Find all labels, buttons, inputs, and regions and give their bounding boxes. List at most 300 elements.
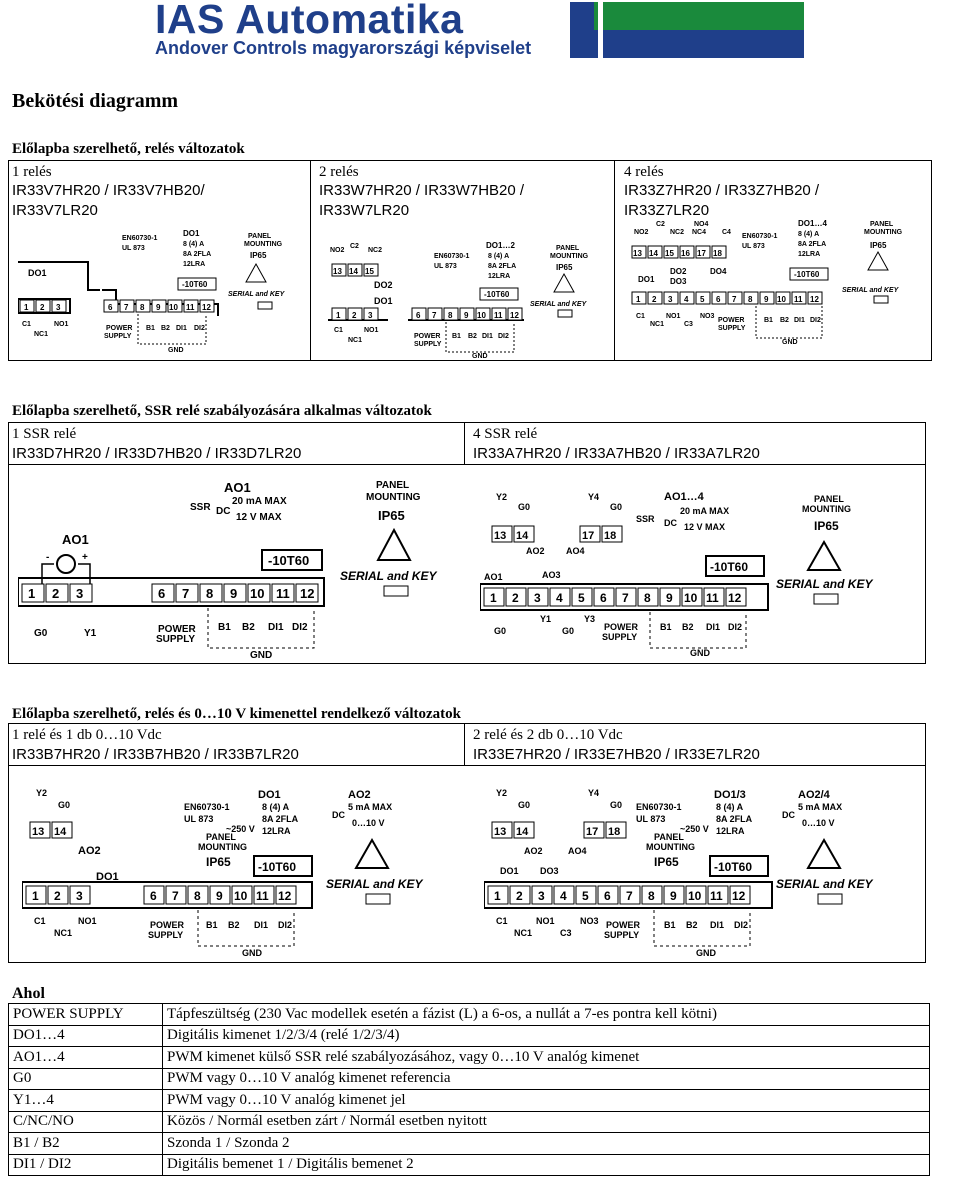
- col-1rel-model-1: IR33V7HR20 / IR33V7HB20/: [12, 182, 205, 199]
- svg-text:UL 873: UL 873: [742, 243, 765, 250]
- svg-text:2: 2: [40, 303, 45, 312]
- svg-text:SSR: SSR: [636, 514, 655, 524]
- svg-text:SUPPLY: SUPPLY: [604, 930, 640, 940]
- svg-text:AO1: AO1: [484, 572, 503, 582]
- svg-text:NO1: NO1: [536, 916, 555, 926]
- svg-text:DI2: DI2: [292, 622, 308, 633]
- svg-text:NO1: NO1: [78, 916, 97, 926]
- svg-text:UL 873: UL 873: [636, 814, 666, 824]
- svg-text:6: 6: [604, 889, 611, 903]
- svg-text:B1: B1: [664, 920, 676, 930]
- svg-text:POWER: POWER: [604, 622, 639, 632]
- wiring-diagram-2-relay-2-analog: [484, 784, 920, 959]
- svg-text:MOUNTING: MOUNTING: [366, 492, 421, 503]
- svg-text:14: 14: [54, 826, 67, 838]
- svg-text:IP65: IP65: [870, 241, 887, 250]
- svg-text:5 mA MAX: 5 mA MAX: [798, 802, 843, 812]
- section-ssr-title: Előlapba szerelhető, SSR relé szabályozására alkalmas változatok: [12, 403, 432, 419]
- svg-text:AO2: AO2: [348, 789, 371, 801]
- svg-text:8: 8: [448, 311, 453, 320]
- svg-text:10: 10: [777, 295, 786, 304]
- svg-text:DO2: DO2: [374, 280, 393, 290]
- svg-text:10: 10: [688, 889, 702, 903]
- svg-text:0…10 V: 0…10 V: [802, 818, 835, 828]
- svg-text:Y4: Y4: [588, 492, 600, 502]
- svg-text:SUPPLY: SUPPLY: [718, 325, 746, 332]
- svg-text:8 (4) A: 8 (4) A: [183, 241, 205, 248]
- svg-text:1: 1: [494, 889, 501, 903]
- svg-text:MOUNTING: MOUNTING: [802, 504, 851, 514]
- svg-text:0…10 V: 0…10 V: [352, 818, 385, 828]
- svg-text:8: 8: [140, 303, 145, 312]
- svg-text:5 mA MAX: 5 mA MAX: [348, 802, 393, 812]
- svg-text:12LRA: 12LRA: [183, 261, 206, 268]
- svg-text:NO2: NO2: [330, 247, 345, 254]
- legend-row: [9, 1068, 930, 1090]
- svg-text:G0: G0: [34, 628, 48, 639]
- svg-text:B1: B1: [764, 317, 773, 324]
- svg-text:6: 6: [716, 295, 721, 304]
- svg-text:C2: C2: [656, 221, 665, 228]
- svg-text:NC1: NC1: [514, 928, 533, 938]
- svg-text:C1: C1: [34, 916, 46, 926]
- legend-title: Ahol: [12, 985, 45, 1002]
- svg-text:3: 3: [76, 586, 84, 601]
- svg-text:AO4: AO4: [568, 846, 587, 856]
- svg-text:NO2: NO2: [634, 229, 649, 236]
- svg-text:14: 14: [516, 826, 529, 838]
- svg-text:11: 11: [710, 889, 723, 903]
- svg-text:6: 6: [150, 889, 157, 903]
- svg-text:C2: C2: [350, 243, 359, 250]
- svg-text:C3: C3: [560, 928, 572, 938]
- svg-text:B1: B1: [146, 325, 155, 332]
- svg-text:C1: C1: [636, 313, 645, 320]
- svg-text:20 mA MAX: 20 mA MAX: [680, 506, 730, 516]
- svg-text:DO1: DO1: [183, 229, 200, 238]
- svg-text:UL 873: UL 873: [184, 814, 214, 824]
- svg-text:DO1: DO1: [96, 871, 119, 883]
- svg-text:7: 7: [172, 889, 179, 903]
- col-2rel-model-2: IR33W7LR20: [319, 202, 410, 219]
- svg-text:POWER: POWER: [606, 920, 641, 930]
- svg-text:POWER: POWER: [158, 624, 196, 635]
- svg-text:IP65: IP65: [206, 855, 231, 869]
- svg-text:G0: G0: [518, 502, 531, 512]
- svg-text:2: 2: [652, 295, 657, 304]
- svg-text:1: 1: [24, 303, 29, 312]
- svg-text:-: -: [46, 552, 50, 563]
- svg-text:Y4: Y4: [588, 788, 600, 798]
- svg-text:B2: B2: [242, 622, 255, 633]
- svg-text:SERIAL and KEY: SERIAL and KEY: [340, 569, 437, 583]
- svg-text:16: 16: [681, 249, 690, 258]
- svg-text:GND: GND: [696, 948, 716, 958]
- svg-text:2: 2: [52, 586, 60, 601]
- wiring-diagram-4-ssr: [480, 484, 920, 659]
- svg-text:C1: C1: [22, 321, 31, 328]
- svg-text:13: 13: [494, 826, 507, 838]
- svg-text:11: 11: [706, 591, 719, 605]
- col-4ssr-head: 4 SSR relé: [473, 426, 538, 442]
- svg-text:SERIAL and KEY: SERIAL and KEY: [776, 877, 873, 891]
- svg-text:9: 9: [464, 311, 469, 320]
- svg-text:2: 2: [512, 591, 519, 605]
- svg-text:6: 6: [108, 303, 113, 312]
- svg-text:8 (4) A: 8 (4) A: [262, 802, 290, 812]
- legend-desc: Tápfeszültség (230 Vac modellek esetén a fázist (L) a 6-os, a nullát a 7-es pontra kell kötni): [163, 1004, 930, 1026]
- svg-text:12LRA: 12LRA: [262, 826, 291, 836]
- svg-text:8 (4) A: 8 (4) A: [488, 253, 510, 260]
- col-2analog-head: 2 relé és 2 db 0…10 Vdc: [473, 727, 623, 743]
- svg-text:1: 1: [336, 311, 341, 320]
- svg-text:7: 7: [626, 889, 633, 903]
- svg-text:14: 14: [349, 267, 358, 276]
- svg-text:11: 11: [794, 295, 803, 304]
- svg-text:13: 13: [333, 267, 342, 276]
- col-4ssr-model: IR33A7HR20 / IR33A7HB20 / IR33A7LR20: [473, 445, 760, 462]
- svg-text:UL 873: UL 873: [434, 263, 457, 270]
- svg-text:Y2: Y2: [496, 788, 508, 798]
- legend-table: [8, 1003, 930, 1176]
- svg-text:17: 17: [582, 530, 595, 542]
- svg-text:NO1: NO1: [54, 321, 69, 328]
- svg-text:GND: GND: [690, 648, 710, 658]
- svg-text:G0: G0: [518, 800, 531, 810]
- svg-text:DI1: DI1: [794, 317, 805, 324]
- svg-text:C1: C1: [496, 916, 508, 926]
- svg-text:7: 7: [182, 586, 190, 601]
- svg-text:-10T60: -10T60: [794, 270, 820, 279]
- svg-text:PANEL: PANEL: [870, 221, 894, 228]
- svg-text:DI2: DI2: [194, 325, 205, 332]
- svg-text:DO3: DO3: [670, 277, 687, 286]
- svg-text:AO1: AO1: [62, 532, 89, 547]
- brand-flag-logo: [570, 2, 804, 58]
- svg-text:8A 2FLA: 8A 2FLA: [488, 263, 517, 270]
- svg-text:G0: G0: [58, 800, 71, 810]
- brand-subtitle: Andover Controls magyarországi képviselet: [155, 38, 532, 58]
- svg-text:12: 12: [202, 303, 211, 312]
- svg-text:EN60730-1: EN60730-1: [636, 802, 682, 812]
- svg-text:IP65: IP65: [654, 855, 679, 869]
- svg-text:-10T60: -10T60: [258, 860, 297, 874]
- svg-text:POWER: POWER: [414, 333, 441, 340]
- wiring-diagram-1-ssr: [18, 474, 458, 659]
- svg-text:G0: G0: [610, 800, 623, 810]
- svg-text:B2: B2: [468, 333, 477, 340]
- legend-desc: Digitális kimenet 1/2/3/4 (relé 1/2/3/4): [163, 1025, 930, 1047]
- legend-row: [9, 1133, 930, 1155]
- svg-text:DO1: DO1: [258, 789, 281, 801]
- svg-text:DI1: DI1: [482, 333, 493, 340]
- wiring-diagram-4-relay: [630, 220, 930, 350]
- col-1ssr-head: 1 SSR relé: [12, 426, 77, 442]
- svg-text:15: 15: [665, 249, 674, 258]
- svg-text:5: 5: [582, 889, 589, 903]
- legend-desc: Szonda 1 / Szonda 2: [163, 1133, 930, 1155]
- svg-text:6: 6: [416, 311, 421, 320]
- svg-text:12LRA: 12LRA: [716, 826, 745, 836]
- svg-text:4: 4: [684, 295, 689, 304]
- legend-row: [9, 1154, 930, 1176]
- svg-text:PANEL: PANEL: [248, 233, 272, 240]
- legend-key: DI1 / DI2: [9, 1154, 163, 1176]
- svg-text:6: 6: [600, 591, 607, 605]
- legend-key: DO1…4: [9, 1025, 163, 1047]
- col-1rel-head: 1 relés: [12, 164, 52, 180]
- col-4rel-head: 4 relés: [624, 164, 664, 180]
- svg-text:DI2: DI2: [734, 920, 749, 930]
- svg-text:SERIAL and KEY: SERIAL and KEY: [776, 577, 873, 591]
- svg-text:DO2: DO2: [670, 267, 687, 276]
- svg-text:12: 12: [278, 889, 292, 903]
- svg-text:AO2: AO2: [524, 846, 543, 856]
- svg-text:11: 11: [186, 303, 195, 312]
- svg-text:-10T60: -10T60: [484, 290, 510, 299]
- svg-text:SERIAL and KEY: SERIAL and KEY: [228, 291, 285, 298]
- svg-text:SERIAL and KEY: SERIAL and KEY: [326, 877, 423, 891]
- svg-text:MOUNTING: MOUNTING: [550, 253, 589, 260]
- svg-text:14: 14: [649, 249, 658, 258]
- svg-text:IP65: IP65: [556, 263, 573, 272]
- svg-text:PANEL: PANEL: [814, 494, 844, 504]
- svg-text:13: 13: [633, 249, 642, 258]
- svg-text:10: 10: [684, 591, 698, 605]
- svg-text:EN60730-1: EN60730-1: [184, 802, 230, 812]
- svg-text:2: 2: [352, 311, 357, 320]
- svg-text:MOUNTING: MOUNTING: [198, 842, 247, 852]
- svg-text:G0: G0: [494, 626, 507, 636]
- col-1analog-model: IR33B7HR20 / IR33B7HB20 / IR33B7LR20: [12, 746, 299, 763]
- svg-text:DI2: DI2: [810, 317, 821, 324]
- svg-text:DI1: DI1: [254, 920, 269, 930]
- legend-desc: Közös / Normál esetben zárt / Normál esetben nyitott: [163, 1111, 930, 1133]
- svg-text:2: 2: [516, 889, 523, 903]
- svg-text:1: 1: [28, 586, 36, 601]
- svg-text:PANEL: PANEL: [654, 832, 684, 842]
- svg-text:AO2/4: AO2/4: [798, 789, 830, 801]
- svg-text:DC: DC: [332, 810, 345, 820]
- svg-text:Y1: Y1: [540, 614, 552, 624]
- svg-text:17: 17: [586, 826, 599, 838]
- legend-key: POWER SUPPLY: [9, 1004, 163, 1026]
- svg-text:DO1…4: DO1…4: [798, 220, 827, 228]
- svg-text:12 V MAX: 12 V MAX: [236, 512, 282, 523]
- svg-text:3: 3: [56, 303, 61, 312]
- svg-text:DO4: DO4: [710, 267, 727, 276]
- legend-key: B1 / B2: [9, 1133, 163, 1155]
- legend-key: C/NC/NO: [9, 1111, 163, 1133]
- svg-text:9: 9: [666, 591, 673, 605]
- svg-text:NO1: NO1: [364, 327, 379, 334]
- svg-text:11: 11: [276, 586, 290, 601]
- svg-text:8A 2FLA: 8A 2FLA: [183, 251, 212, 258]
- svg-text:18: 18: [713, 249, 722, 258]
- brand-name: IAS Automatika: [155, 0, 464, 42]
- svg-text:~250 V: ~250 V: [226, 824, 255, 834]
- svg-text:NO4: NO4: [694, 221, 709, 228]
- svg-text:AO3: AO3: [542, 570, 561, 580]
- svg-text:20 mA MAX: 20 mA MAX: [232, 496, 287, 507]
- svg-text:NC2: NC2: [670, 229, 685, 236]
- svg-text:MOUNTING: MOUNTING: [646, 842, 695, 852]
- svg-text:DO1/3: DO1/3: [714, 789, 746, 801]
- svg-text:10: 10: [250, 586, 265, 601]
- svg-text:IP65: IP65: [814, 519, 839, 533]
- svg-text:DO3: DO3: [540, 866, 559, 876]
- svg-text:8: 8: [644, 591, 651, 605]
- col-2rel-head: 2 relés: [319, 164, 359, 180]
- col-1analog-head: 1 relé és 1 db 0…10 Vdc: [12, 727, 162, 743]
- svg-text:17: 17: [697, 249, 706, 258]
- svg-text:G0: G0: [562, 626, 575, 636]
- col-2analog-model: IR33E7HR20 / IR33E7HB20 / IR33E7LR20: [473, 746, 760, 763]
- svg-text:DI2: DI2: [278, 920, 293, 930]
- svg-text:PANEL: PANEL: [376, 480, 410, 491]
- svg-text:SUPPLY: SUPPLY: [148, 930, 184, 940]
- svg-text:DO1…2: DO1…2: [486, 241, 515, 250]
- svg-text:7: 7: [124, 303, 129, 312]
- legend-key: Y1…4: [9, 1090, 163, 1112]
- svg-text:IP65: IP65: [250, 251, 267, 260]
- svg-text:8 (4) A: 8 (4) A: [798, 231, 820, 238]
- svg-text:B2: B2: [228, 920, 240, 930]
- svg-text:4: 4: [556, 591, 563, 605]
- svg-text:3: 3: [534, 591, 541, 605]
- svg-text:GND: GND: [782, 339, 798, 346]
- svg-text:G0: G0: [610, 502, 623, 512]
- svg-text:SERIAL and KEY: SERIAL and KEY: [530, 301, 587, 308]
- legend-row: [9, 1090, 930, 1112]
- svg-text:GND: GND: [242, 948, 262, 958]
- svg-text:9: 9: [764, 295, 769, 304]
- svg-text:SUPPLY: SUPPLY: [414, 341, 442, 348]
- svg-text:3: 3: [668, 295, 673, 304]
- svg-text:POWER: POWER: [718, 317, 745, 324]
- svg-text:NC2: NC2: [368, 247, 383, 254]
- svg-text:11: 11: [494, 311, 503, 320]
- svg-text:DC: DC: [216, 506, 231, 517]
- svg-text:GND: GND: [250, 650, 273, 659]
- svg-text:1: 1: [32, 889, 39, 903]
- svg-text:AO4: AO4: [566, 546, 585, 556]
- svg-text:12LRA: 12LRA: [798, 251, 821, 258]
- svg-text:18: 18: [608, 826, 621, 838]
- col-2rel-model-1: IR33W7HR20 / IR33W7HB20 /: [319, 182, 525, 199]
- svg-text:AO1…4: AO1…4: [664, 491, 704, 503]
- svg-text:3: 3: [538, 889, 545, 903]
- section-analog-title: Előlapba szerelhető, relés és 0…10 V kimenettel rendelkező változatok: [12, 706, 461, 722]
- svg-text:Y2: Y2: [496, 492, 508, 502]
- svg-text:12LRA: 12LRA: [488, 273, 511, 280]
- svg-text:B1: B1: [452, 333, 461, 340]
- col-1rel-model-2: IR33V7LR20: [12, 202, 98, 219]
- svg-text:B1: B1: [218, 622, 231, 633]
- legend-row: [9, 1004, 930, 1026]
- svg-text:PANEL: PANEL: [206, 832, 236, 842]
- legend-desc: PWM vagy 0…10 V analóg kimenet referencia: [163, 1068, 930, 1090]
- svg-text:12 V MAX: 12 V MAX: [684, 522, 726, 532]
- svg-text:7: 7: [432, 311, 437, 320]
- svg-text:POWER: POWER: [150, 920, 185, 930]
- svg-text:SSR: SSR: [190, 502, 211, 513]
- svg-text:6: 6: [158, 586, 166, 601]
- svg-text:Y1: Y1: [84, 628, 97, 639]
- svg-text:10: 10: [477, 311, 486, 320]
- svg-text:1: 1: [490, 591, 497, 605]
- wiring-diagram-2-relay: [328, 240, 608, 360]
- svg-text:B2: B2: [780, 317, 789, 324]
- wiring-diagram-1-relay: [18, 226, 308, 356]
- svg-text:B2: B2: [686, 920, 698, 930]
- svg-text:DO1: DO1: [638, 275, 655, 284]
- col-4rel-model-2: IR33Z7LR20: [624, 202, 710, 219]
- svg-text:DI1: DI1: [710, 920, 725, 930]
- svg-text:AO2: AO2: [78, 845, 101, 857]
- svg-text:4: 4: [560, 889, 567, 903]
- legend-row: [9, 1025, 930, 1047]
- svg-text:7: 7: [732, 295, 737, 304]
- svg-text:-10T60: -10T60: [268, 553, 310, 568]
- section-relay-title: Előlapba szerelhető, relés változatok: [12, 141, 245, 157]
- svg-text:C1: C1: [334, 327, 343, 334]
- legend-key: AO1…4: [9, 1047, 163, 1069]
- svg-text:DI1: DI1: [706, 622, 721, 632]
- svg-text:UL 873: UL 873: [122, 245, 145, 252]
- svg-text:9: 9: [156, 303, 161, 312]
- svg-text:12: 12: [510, 311, 519, 320]
- svg-text:NC1: NC1: [54, 928, 73, 938]
- legend-desc: Digitális bemenet 1 / Digitális bemenet 2: [163, 1154, 930, 1176]
- svg-text:EN60730-1: EN60730-1: [122, 235, 158, 242]
- svg-text:9: 9: [216, 889, 223, 903]
- svg-text:NO3: NO3: [580, 916, 599, 926]
- svg-text:12: 12: [300, 586, 315, 601]
- svg-text:C3: C3: [684, 321, 693, 328]
- svg-text:DI1: DI1: [268, 622, 284, 633]
- svg-text:NC1: NC1: [348, 337, 363, 344]
- svg-text:9: 9: [230, 586, 238, 601]
- svg-text:13: 13: [494, 530, 507, 542]
- svg-text:7: 7: [622, 591, 629, 605]
- svg-text:NC4: NC4: [692, 229, 707, 236]
- col-1ssr-model: IR33D7HR20 / IR33D7HB20 / IR33D7LR20: [12, 445, 302, 462]
- svg-text:AO2: AO2: [526, 546, 545, 556]
- svg-text:18: 18: [604, 530, 617, 542]
- svg-text:SUPPLY: SUPPLY: [104, 333, 132, 340]
- svg-text:B1: B1: [660, 622, 672, 632]
- svg-text:NC1: NC1: [34, 331, 49, 338]
- svg-text:3: 3: [76, 889, 83, 903]
- svg-text:DC: DC: [782, 810, 795, 820]
- svg-text:+: +: [82, 552, 88, 563]
- svg-text:8 (4) A: 8 (4) A: [716, 802, 744, 812]
- page-title: Bekötési diagramm: [12, 90, 179, 112]
- svg-text:13: 13: [32, 826, 45, 838]
- svg-text:B1: B1: [206, 920, 218, 930]
- svg-text:12: 12: [732, 889, 746, 903]
- legend-desc: PWM vagy 0…10 V analóg kimenet jel: [163, 1090, 930, 1112]
- svg-text:~250 V: ~250 V: [680, 824, 709, 834]
- svg-text:10: 10: [169, 303, 178, 312]
- svg-text:11: 11: [256, 889, 269, 903]
- svg-text:B2: B2: [682, 622, 694, 632]
- svg-text:15: 15: [365, 267, 374, 276]
- svg-text:MOUNTING: MOUNTING: [244, 241, 283, 248]
- svg-text:SUPPLY: SUPPLY: [156, 634, 196, 645]
- svg-text:10: 10: [234, 889, 248, 903]
